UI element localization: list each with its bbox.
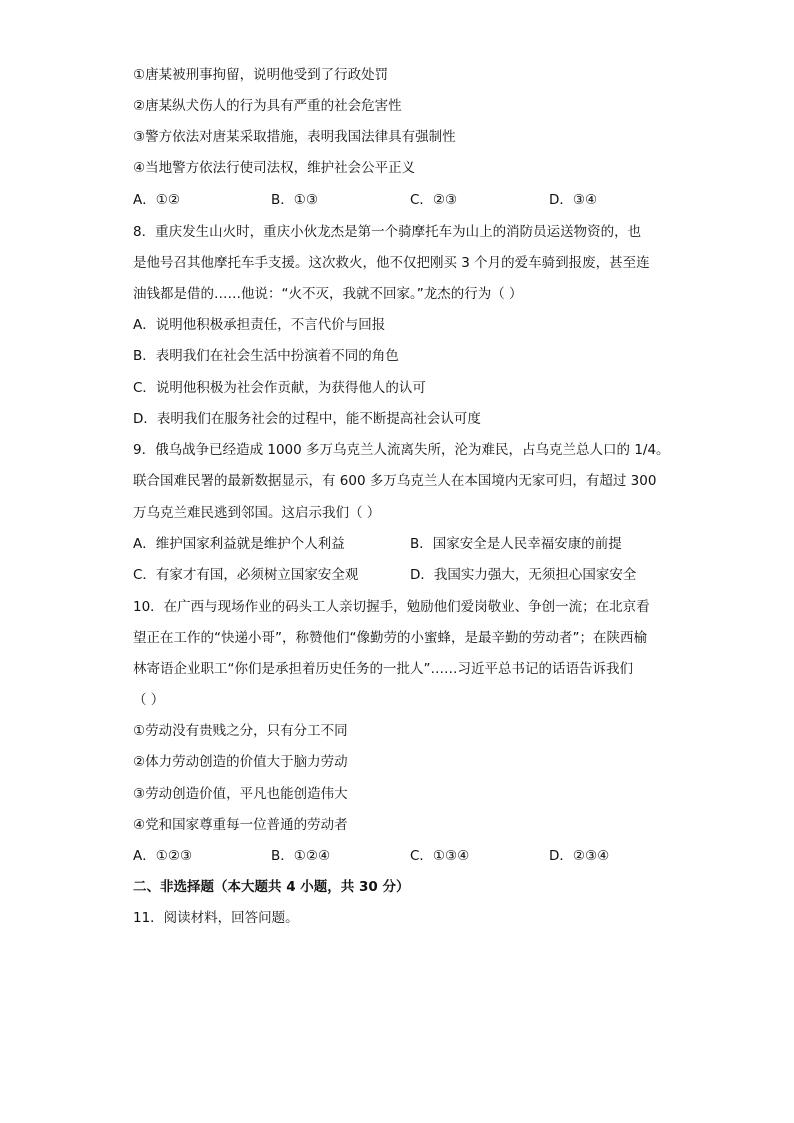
q7-statement-2: ②唐某纵犬伤人的行为具有严重的社会危害性 [133,98,402,114]
q9-option-a: A．维护国家利益就是维护个人利益 [133,536,345,552]
q9-option-b: B．国家安全是人民幸福安康的前提 [410,536,622,552]
q10-statement-3: ③劳动创造价值，平凡也能创造伟大 [133,786,348,802]
q10-option-a: A．①②③ [133,848,193,864]
q10-statement-2: ②体力劳动创造的价值大于脑力劳动 [133,754,348,770]
q10-statement-1: ①劳动没有贵贱之分，只有分工不同 [133,723,348,739]
q8-option-b: B．表明我们在社会生活中扮演着不同的角色 [133,348,399,364]
q9-stem-line-2: 联合国难民署的最新数据显示，有 600 多万乌克兰人在本国境内无家可归，有超过 300 [133,473,657,489]
q8-stem-line-1: 8．重庆发生山火时，重庆小伙龙杰是第一个骑摩托车为山上的消防员运送物资的，也 [133,224,642,240]
q7-option-d: D．③④ [549,192,598,208]
q10-option-b: B．①②④ [271,848,331,864]
q7-option-b: B．①③ [271,192,318,208]
q11-stem: 11．阅读材料，回答问题。 [133,910,299,926]
q9-stem-line-1: 9．俄乌战争已经造成 1000 多万乌克兰人流离失所，沦为难民，占乌克兰总人口的 1/4。 [133,442,670,458]
q10-option-d: D．②③④ [549,848,610,864]
q8-stem-line-3: 油钱都是借的……他说：“火不灭，我就不回家。”龙杰的行为（ ） [133,286,523,302]
section-2-heading: 二、非选择题（本大题共 4 小题，共 30 分） [133,879,410,895]
q8-option-d: D．表明我们在服务社会的过程中，能不断提高社会认可度 [133,411,481,427]
q10-statement-4: ④党和国家尊重每一位普通的劳动者 [133,817,348,833]
q8-option-a: A．说明他积极承担责任，不言代价与回报 [133,317,386,333]
q10-option-c: C．①③④ [410,848,470,864]
q8-option-c: C．说明他积极为社会作贡献，为获得他人的认可 [133,380,426,396]
q10-stem-line-2: 望正在工作的“快递小哥”，称赞他们“像勤劳的小蜜蜂，是最辛勤的劳动者”；在陕西榆 [133,630,647,646]
q10-stem-line-1: 10．在广西与现场作业的码头工人亲切握手，勉励他们爱岗敬业、争创一流；在北京看 [133,599,650,615]
q9-stem-line-3: 万乌克兰难民逃到邻国。这启示我们（ ） [133,505,381,521]
q9-option-d: D．我国实力强大，无须担心国家安全 [410,567,637,583]
q7-statement-4: ④当地警方依法行使司法权，维护社会公平正义 [133,160,416,176]
q10-stem-line-4: （ ） [133,692,165,708]
q7-statement-3: ③警方依法对唐某采取措施，表明我国法律具有强制性 [133,129,456,145]
q8-stem-line-2: 是他号召其他摩托车手支援。这次救火，他不仅把刚买 3 个月的爱车骑到报废，甚至连 [133,255,650,271]
q10-stem-line-3: 林寄语企业职工“你们是承担着历史任务的一批人”……习近平总书记的话语告诉我们 [133,661,633,677]
q9-option-c: C．有家才有国，必须树立国家安全观 [133,567,359,583]
q7-statement-1: ①唐某被刑事拘留，说明他受到了行政处罚 [133,67,389,83]
q7-option-c: C．②③ [410,192,458,208]
q7-option-a: A．①② [133,192,180,208]
